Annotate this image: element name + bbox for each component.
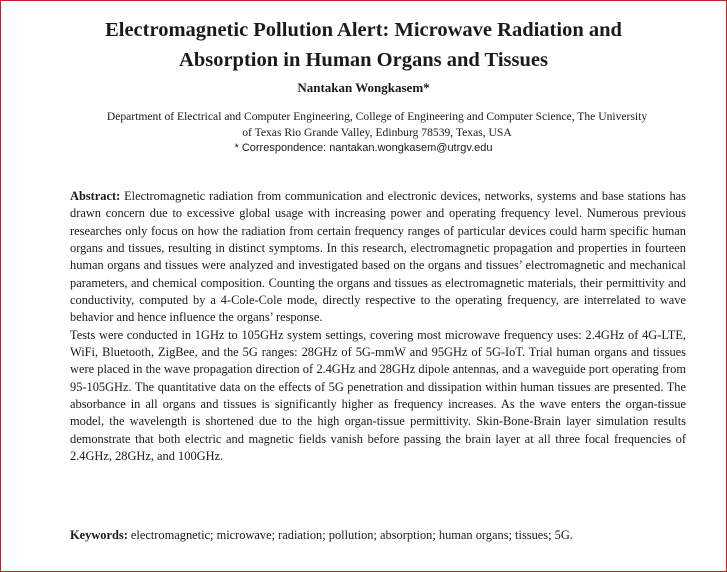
keywords-text: electromagnetic; microwave; radiation; pollution; absorption; human organs; tissues; 5G. <box>127 528 573 542</box>
title-line-1: Electromagnetic Pollution Alert: Microwave Radiation and <box>105 19 622 41</box>
abstract-label: Abstract: <box>70 189 121 203</box>
paper-title <box>60 15 667 75</box>
keywords-label: Keywords: <box>70 528 128 542</box>
abstract-paragraph-2: Tests were conducted in 1GHz to 105GHz system settings, covering most microwave frequency uses: 2.4GHz of 4G-LTE, WiFi, Bluetooth, ZigBee, and the 5G ranges: 28GHz of 5G-mmW and 95GHz of 5G-IoT. Trial human organs and tissues were placed in the wave propagation direction of 2.4GHz and 28GHz dipole antennas, and a waveguide port operating from 95-105GHz. The quantitative data on the effects of 5G penetration and dissipation within human tissues are presented. The absorbance in all organs and tissues is significantly higher as frequency increases. As the wave enters the organ-tissue model, the wavelength is shortened due to the high organ-tissue permittivity. Skin-Bone-Brain layer simulation results demonstrate that both electric and magnetic fields vanish before passing the brain layer at all three focal frequencies of 2.4GHz, 28GHz, and 100GHz. <box>70 327 686 464</box>
abstract-text-1: Electromagnetic radiation from communication and electronic devices, networks, systems and base stations has drawn concern due to excessive global usage with increasing power and operating frequency level. Numerous previous researches only focus on how the radiation from certain frequency ranges of particular devices could harm specific human organs and tissues, resulting in distinct symptoms. In this research, electromagnetic propagation and properties in fourteen human organs and tissues were analyzed and investigated based on the organs and tissues’ electromagnetic and mechanical parameters, and chemical composition. Counting the organs and tissues as electromagnetic materials, their permittivity and conductivity, computed by a 4-Cole-Cole mode, directly respective to the operating frequency, are interrelated to wave behavior and hence influence the organs’ response. <box>70 189 686 325</box>
abstract-paragraph-1 <box>70 188 686 327</box>
author-name: Nantakan Wongkasem* <box>297 80 430 95</box>
affiliation-line-1: Department of Electrical and Computer Engineering, College of Engineering and Computer Science, The University <box>106 110 648 123</box>
title-line-2: Absorption in Human Organs and Tissues <box>179 49 548 71</box>
affiliation <box>62 109 692 141</box>
affiliation-line-2: of Texas Rio Grande Valley, Edinburg 78539, Texas, USA <box>242 126 512 139</box>
keywords <box>70 527 686 544</box>
correspondence: * Correspondence: nantakan.wongkasem@utrgv.edu <box>234 142 493 154</box>
abstract <box>70 188 686 466</box>
